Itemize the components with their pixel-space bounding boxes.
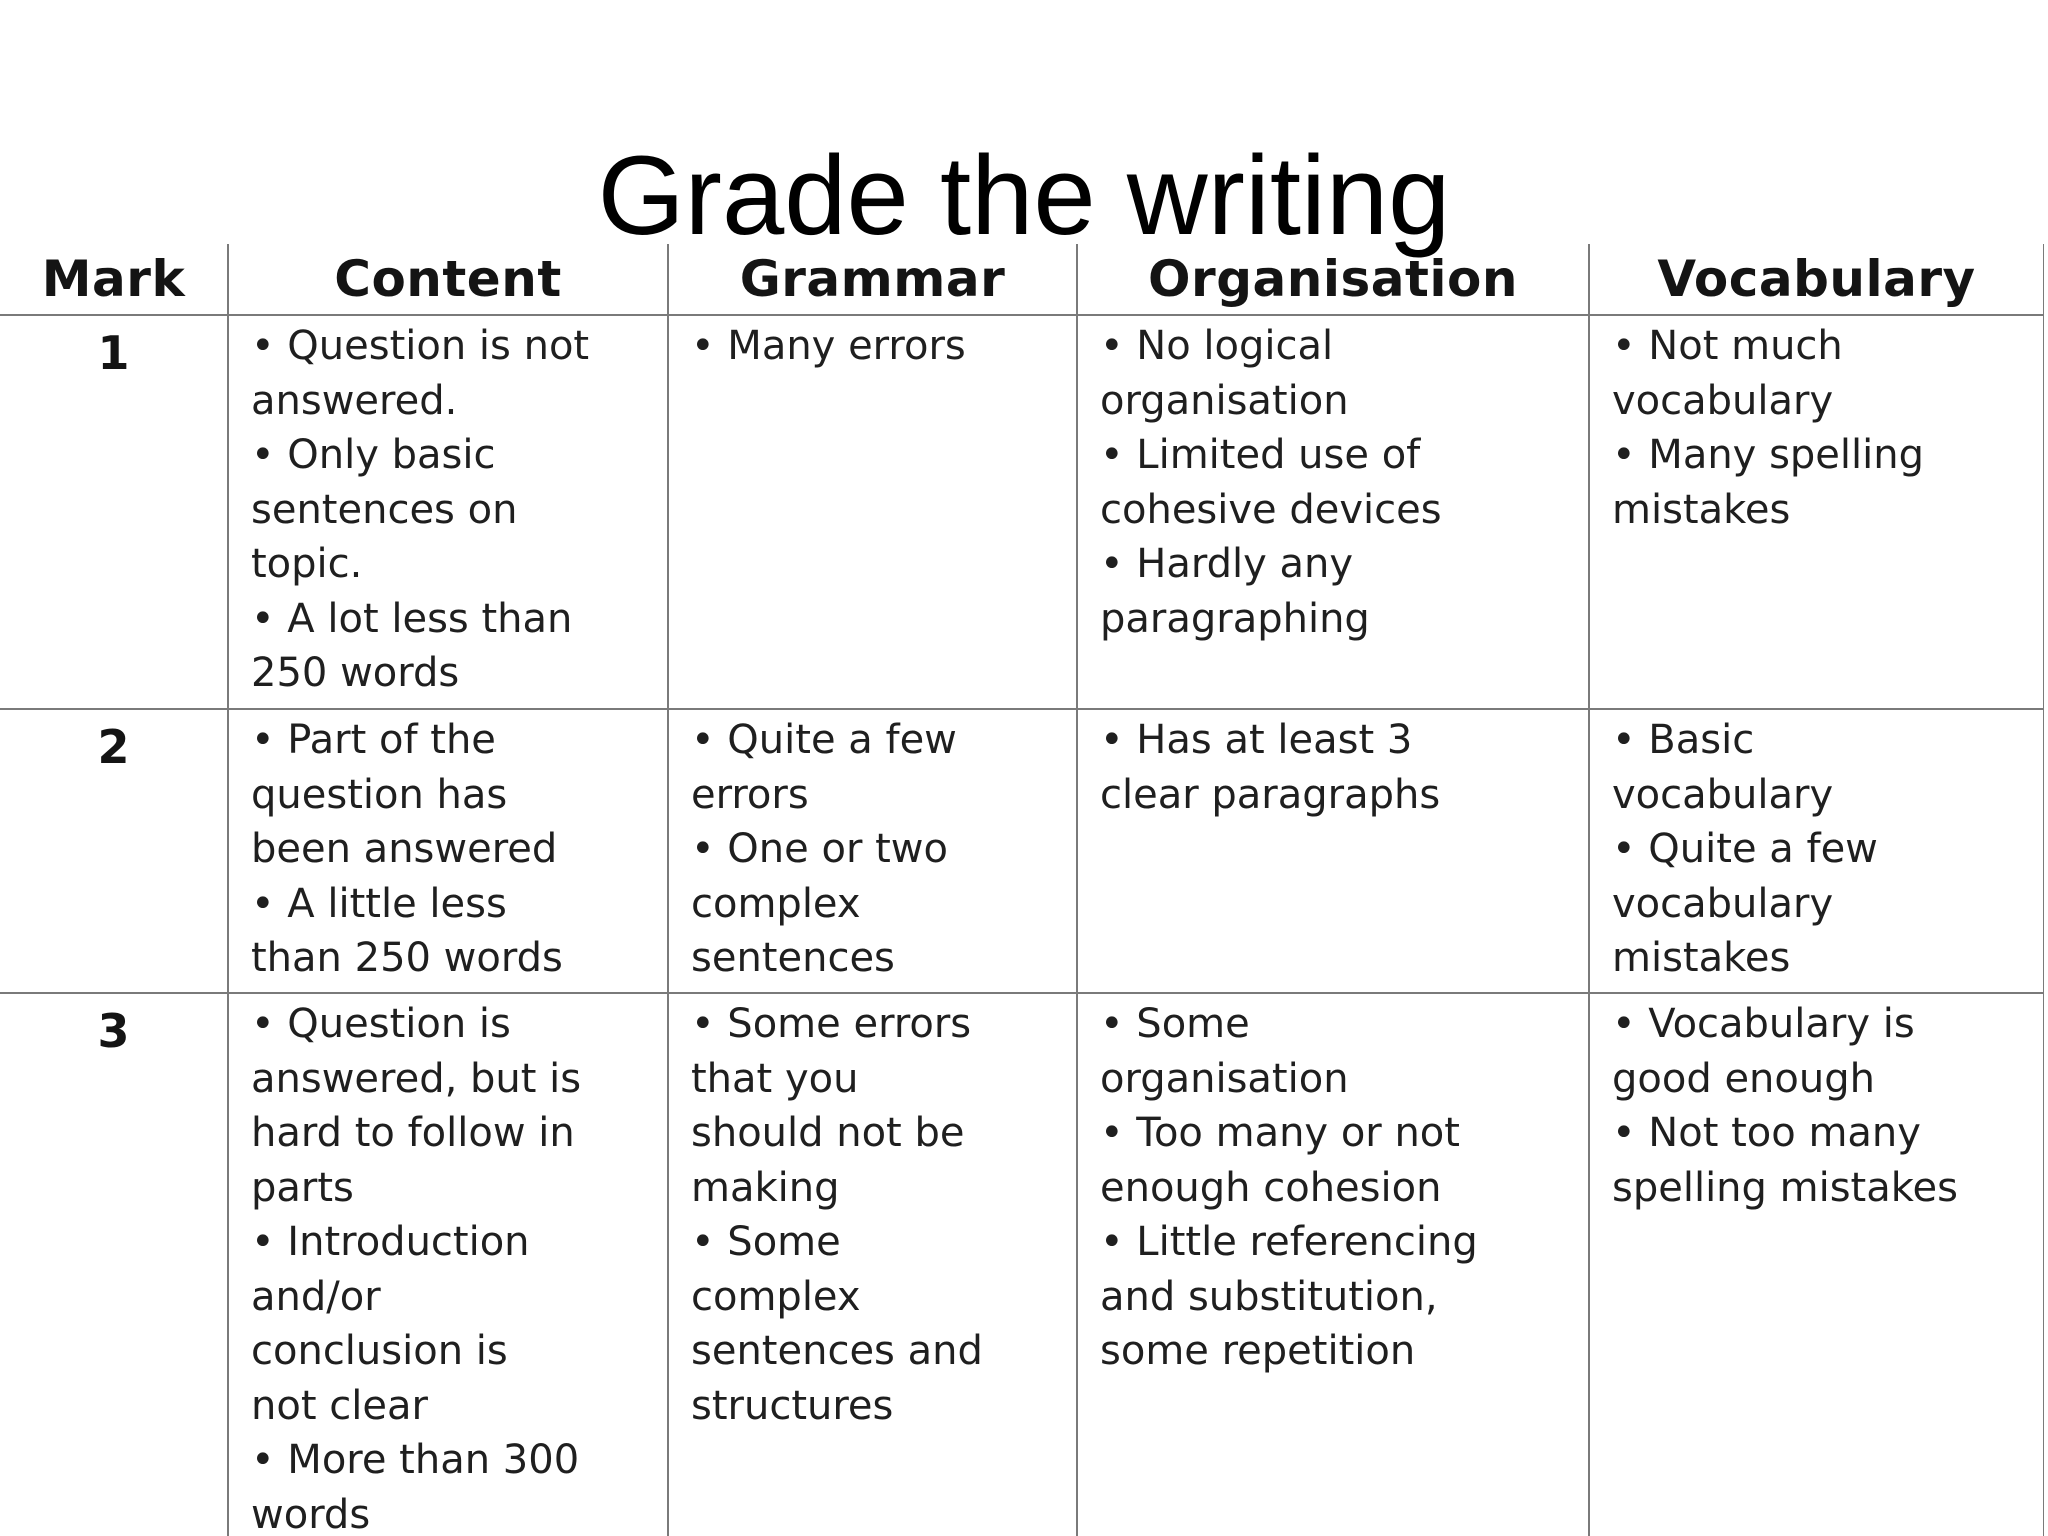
header-grammar: Grammar (668, 244, 1077, 315)
vocabulary-cell (1589, 993, 2044, 1536)
cell-line: • Vocabulary is (1612, 1001, 1915, 1047)
cell-line: • Basic (1612, 717, 1755, 763)
vocabulary-cell (1589, 709, 2044, 993)
slide-title: Grade the writing (597, 133, 1451, 259)
header-row (0, 244, 2044, 315)
cell-line: • Question is not (251, 323, 590, 369)
cell-line: • Question is (251, 1001, 511, 1047)
cell-line: clear paragraphs (1100, 771, 1441, 818)
cell-line: sentences (691, 935, 895, 981)
cell-line: structures (691, 1382, 894, 1429)
cell-line: not clear (251, 1382, 428, 1429)
mark-cell: 1 (0, 315, 228, 709)
cell-line: making (691, 1164, 840, 1211)
cell-line: • Some (691, 1219, 841, 1265)
cell-line: • More than 300 (251, 1437, 580, 1483)
header-organisation: Organisation (1077, 244, 1589, 315)
cell-line: some repetition (1100, 1328, 1416, 1374)
cell-line: • Many spelling (1612, 432, 1924, 478)
cell-line: cohesive devices (1100, 486, 1442, 533)
cell-line: • Quite a few (691, 717, 957, 763)
cell-line: • Not too many (1612, 1110, 1921, 1156)
cell-line: complex (691, 1273, 861, 1320)
cell-line: • Little referencing (1100, 1219, 1478, 1265)
vocabulary-cell (1589, 315, 2044, 709)
cell-line: organisation (1100, 377, 1349, 424)
cell-line: • No logical (1100, 323, 1334, 369)
cell-line: • Some errors (691, 1001, 972, 1047)
cell-line: • A lot less than (251, 595, 573, 642)
content-cell (228, 315, 668, 709)
cell-line: should not be (691, 1110, 965, 1156)
cell-line: and substitution, (1100, 1273, 1438, 1320)
cell-line: sentences on (251, 486, 518, 533)
cell-line: hard to follow in (251, 1110, 575, 1156)
cell-line: vocabulary (1612, 880, 1834, 927)
cell-line: mistakes (1612, 935, 1791, 981)
cell-line: than 250 words (251, 935, 563, 981)
table-row (0, 315, 2044, 709)
grading-rubric (0, 244, 2044, 1536)
cell-line: • Limited use of (1100, 432, 1421, 478)
cell-line: good enough (1612, 1055, 1875, 1102)
cell-line: enough cohesion (1100, 1164, 1442, 1211)
cell-line: • A little less (251, 880, 507, 927)
cell-line: vocabulary (1612, 771, 1834, 818)
cell-line: • Introduction (251, 1219, 530, 1265)
cell-line: parts (251, 1164, 354, 1211)
cell-line: organisation (1100, 1055, 1349, 1102)
cell-line: • Quite a few (1612, 826, 1878, 872)
cell-line: mistakes (1612, 486, 1791, 533)
cell-line: complex (691, 880, 861, 927)
grammar-cell (668, 709, 1077, 993)
cell-line: errors (691, 771, 809, 818)
organisation-cell (1077, 315, 1589, 709)
cell-line: question has (251, 771, 508, 818)
cell-line: sentences and (691, 1328, 983, 1374)
table-row (0, 993, 2044, 1536)
cell-line: vocabulary (1612, 377, 1834, 424)
cell-line: spelling mistakes (1612, 1164, 1958, 1211)
cell-line: conclusion is (251, 1328, 508, 1374)
cell-line: that you (691, 1055, 859, 1102)
cell-line: answered, but is (251, 1055, 582, 1102)
organisation-cell (1077, 993, 1589, 1536)
cell-line: topic. (251, 541, 363, 587)
mark-cell: 3 (0, 993, 228, 1536)
header-vocabulary: Vocabulary (1589, 244, 2044, 315)
rubric-table (0, 244, 2044, 1536)
cell-line: words (251, 1491, 371, 1536)
cell-line: and/or (251, 1273, 381, 1320)
cell-line: • Not much (1612, 323, 1843, 369)
cell-line: • Some (1100, 1001, 1250, 1047)
cell-line: answered. (251, 377, 458, 424)
cell-line: • Many errors (691, 323, 966, 369)
header-mark: Mark (0, 244, 228, 315)
header-content: Content (228, 244, 668, 315)
mark-cell: 2 (0, 709, 228, 993)
grammar-cell (668, 993, 1077, 1536)
content-cell (228, 993, 668, 1536)
cell-line: • Part of the (251, 717, 496, 763)
cell-line: paragraphing (1100, 595, 1370, 642)
cell-line: 250 words (251, 650, 460, 696)
cell-line: been answered (251, 826, 558, 872)
grammar-cell (668, 315, 1077, 709)
organisation-cell (1077, 709, 1589, 993)
content-cell (228, 709, 668, 993)
cell-line: • One or two (691, 826, 948, 872)
cell-line: • Hardly any (1100, 541, 1354, 587)
table-row (0, 709, 2044, 993)
cell-line: • Only basic (251, 432, 496, 478)
cell-line: • Too many or not (1100, 1110, 1460, 1156)
cell-line: • Has at least 3 (1100, 717, 1413, 763)
